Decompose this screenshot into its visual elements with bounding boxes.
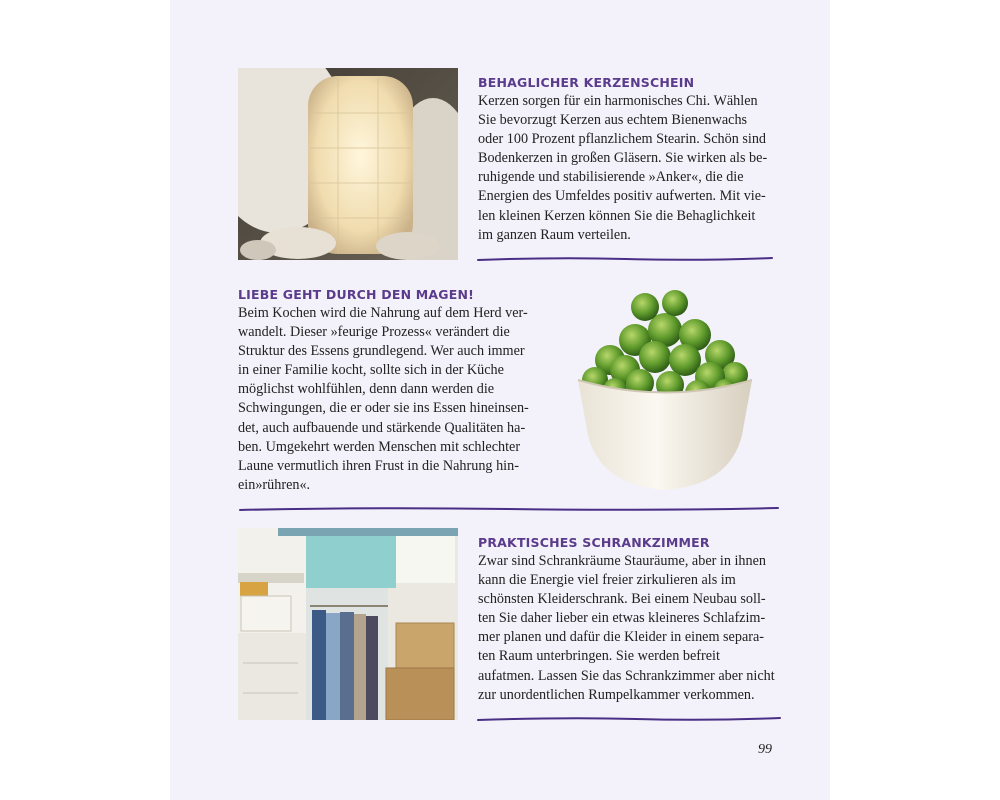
section-title-candles: BEHAGLICHER KERZENSCHEIN	[478, 75, 695, 90]
text-line: Beim Kochen wird die Nahrung auf dem Herd ver-	[238, 305, 528, 321]
section-divider	[238, 503, 780, 515]
text-line: schönsten Kleiderschrank. Bei einem Neubau soll-	[478, 591, 766, 608]
brussels-sprouts-bowl-photo	[570, 285, 760, 500]
section-title-kitchen: LIEBE GEHT DURCH DEN MAGEN!	[238, 287, 475, 302]
text-line: im ganzen Raum verteilen.	[478, 226, 631, 243]
text-line: ten Raum unterbringen. Sie werden befreit	[478, 648, 720, 665]
text-line: möglichst wohlfühlen, denn dann werden die	[238, 381, 495, 398]
text-line: Energien des Umfeldes positiv aufwerten. Mit vie-	[478, 188, 766, 205]
page-number: 99	[758, 742, 772, 757]
text-line: Struktur des Essens grundlegend. Wer auch immer	[238, 343, 525, 360]
text-line: in einer Familie kocht, sollte sich in der Küche	[238, 362, 504, 379]
text-line: Kerzen sorgen für ein harmonisches Chi. Wählen	[478, 93, 758, 109]
section-body-kitchen	[238, 304, 548, 495]
text-line: Schwingungen, die er oder sie ins Essen hineinsen-	[238, 400, 529, 417]
text-line: wandelt. Dieser »feurige Prozess« verändert die	[238, 324, 510, 341]
text-line: zur unordentlichen Rumpelkammer verkommen.	[478, 686, 755, 703]
text-line: aufatmen. Lassen Sie das Schrankzimmer aber nicht	[478, 667, 775, 684]
text-line: ruhigende und stabilisierende »Anker«, die die	[478, 169, 744, 186]
text-line: ein»rühren«.	[238, 476, 311, 493]
text-line: oder 100 Prozent pflanzlichem Stearin. Schön sind	[478, 131, 767, 148]
section-divider	[476, 254, 774, 264]
section-body-candles	[478, 92, 778, 245]
text-line: ben. Umgekehrt werden Menschen mit schlechter	[238, 438, 521, 455]
text-line: Sie bevorzugt Kerzen aus echtem Bienenwachs	[478, 112, 748, 129]
text-line: Laune vermutlich ihren Frust in die Nahrung hin-	[238, 457, 519, 474]
section-divider	[476, 714, 782, 724]
section-body-closet	[478, 552, 783, 705]
text-line: len kleinen Kerzen können Sie die Behaglichkeit	[478, 207, 756, 224]
text-line: Bodenkerzen in großen Gläsern. Sie wirken als be-	[478, 150, 768, 167]
text-line: kann die Energie viel freier zirkulieren als im	[478, 572, 736, 589]
text-line: ten Sie daher lieber ein etwas kleineres Schlafzim-	[478, 610, 766, 627]
section-title-closet: PRAKTISCHES SCHRANKZIMMER	[478, 535, 710, 550]
text-line: det, auch aufbauende und stärkende Qualitäten ha-	[238, 419, 526, 436]
walk-in-closet-photo	[238, 528, 458, 720]
text-line: mer planen und dafür die Kleider in einem separa-	[478, 629, 764, 646]
candle-photo	[238, 68, 458, 260]
text-line: Zwar sind Schrankräume Stauräume, aber in ihnen	[478, 553, 766, 569]
